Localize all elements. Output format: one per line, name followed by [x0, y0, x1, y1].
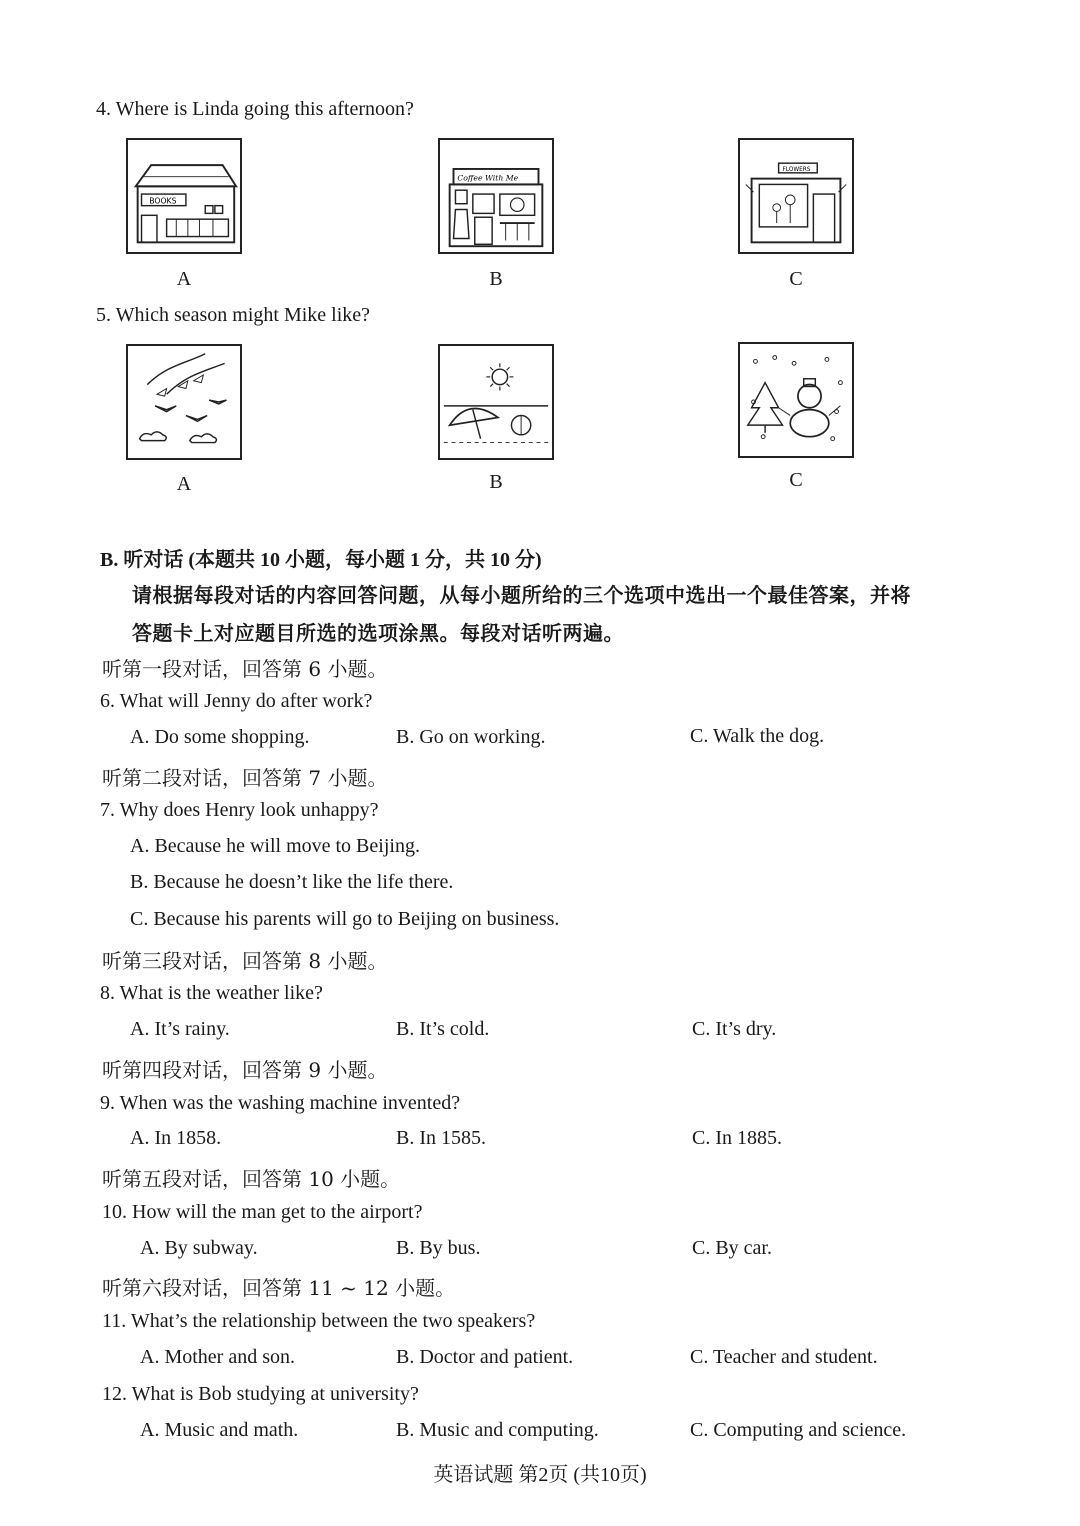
q9-option-a[interactable]: A. In 1858.: [130, 1127, 222, 1149]
q8-option-c[interactable]: C. It’s dry.: [692, 1018, 777, 1040]
dialogue-3-intro: 听第三段对话，回答第 8 小题。: [102, 949, 388, 973]
dialogue-4-intro: 听第四段对话，回答第 9 小题。: [102, 1058, 388, 1082]
question-8: 8. What is the weather like?: [100, 982, 323, 1004]
q10-option-b[interactable]: B. By bus.: [396, 1237, 481, 1259]
q6-option-b[interactable]: B. Go on working.: [396, 726, 546, 748]
q11-option-a[interactable]: A. Mother and son.: [140, 1346, 295, 1368]
bookstore-sign: BOOKS: [149, 196, 177, 206]
question-6: 6. What will Jenny do after work?: [100, 690, 373, 712]
question-7: 7. Why does Henry look unhappy?: [100, 799, 379, 821]
question-9: 9. When was the washing machine invented?: [100, 1092, 461, 1114]
question-10: 10. How will the man get to the airport?: [102, 1201, 423, 1223]
flower-shop-sign: FLOWERS: [782, 166, 811, 173]
q5-label-b: B: [489, 471, 503, 493]
dialogue-1-intro: 听第一段对话，回答第 6 小题。: [102, 657, 388, 681]
question-12: 12. What is Bob studying at university?: [102, 1383, 419, 1405]
q8-option-b[interactable]: B. It’s cold.: [396, 1018, 490, 1040]
q9-option-b[interactable]: B. In 1585.: [396, 1127, 486, 1149]
q10-option-c[interactable]: C. By car.: [692, 1237, 772, 1259]
winter-snowman-icon[interactable]: [738, 342, 854, 458]
page-footer: 英语试题 第2页 (共10页): [433, 1464, 647, 1486]
section-b-instruction-2: 答题卡上对应题目所选的选项涂黑。每段对话听两遍。: [132, 623, 624, 645]
q11-option-c[interactable]: C. Teacher and student.: [690, 1346, 878, 1368]
spring-swallows-icon[interactable]: [126, 344, 242, 460]
q4-label-a: A: [176, 268, 192, 290]
q12-option-b[interactable]: B. Music and computing.: [396, 1419, 599, 1441]
q5-label-c: C: [789, 469, 803, 491]
q7-option-a[interactable]: A. Because he will move to Beijing.: [130, 835, 420, 857]
bookstore-icon[interactable]: [126, 138, 242, 254]
q6-option-a[interactable]: A. Do some shopping.: [130, 726, 310, 748]
section-b-instruction-1: 请根据每段对话的内容回答问题，从每小题所给的三个选项中选出一个最佳答案，并将: [132, 585, 911, 607]
q5-label-a: A: [176, 473, 192, 495]
question-5: 5. Which season might Mike like?: [96, 304, 371, 326]
q6-option-c[interactable]: C. Walk the dog.: [690, 725, 825, 747]
flower-shop-icon[interactable]: [738, 138, 854, 254]
question-11: 11. What’s the relationship between the two speakers?: [102, 1310, 536, 1332]
q9-option-c[interactable]: C. In 1885.: [692, 1127, 782, 1149]
q10-option-a[interactable]: A. By subway.: [140, 1237, 258, 1259]
dialogue-2-intro: 听第二段对话，回答第 7 小题。: [102, 766, 388, 790]
coffee-shop-icon[interactable]: [438, 138, 554, 254]
section-b-title: B. 听对话 (本题共 10 小题，每小题 1 分，共 10 分): [100, 549, 542, 571]
q11-option-b[interactable]: B. Doctor and patient.: [396, 1346, 574, 1368]
question-4: 4. Where is Linda going this afternoon?: [96, 98, 414, 120]
summer-beach-icon[interactable]: [438, 344, 554, 460]
q12-option-c[interactable]: C. Computing and science.: [690, 1419, 907, 1441]
coffee-shop-sign: Coffee With Me: [457, 173, 519, 183]
q4-label-b: B: [489, 268, 503, 290]
q7-option-c[interactable]: C. Because his parents will go to Beijing on business.: [130, 908, 560, 930]
dialogue-5-intro: 听第五段对话，回答第 10 小题。: [102, 1167, 401, 1191]
q12-option-a[interactable]: A. Music and math.: [140, 1419, 299, 1441]
q8-option-a[interactable]: A. It’s rainy.: [130, 1018, 230, 1040]
q4-label-c: C: [789, 268, 803, 290]
q7-option-b[interactable]: B. Because he doesn’t like the life there.: [130, 871, 454, 893]
dialogue-6-intro: 听第六段对话，回答第 11 ~ 12 小题。: [102, 1276, 456, 1300]
